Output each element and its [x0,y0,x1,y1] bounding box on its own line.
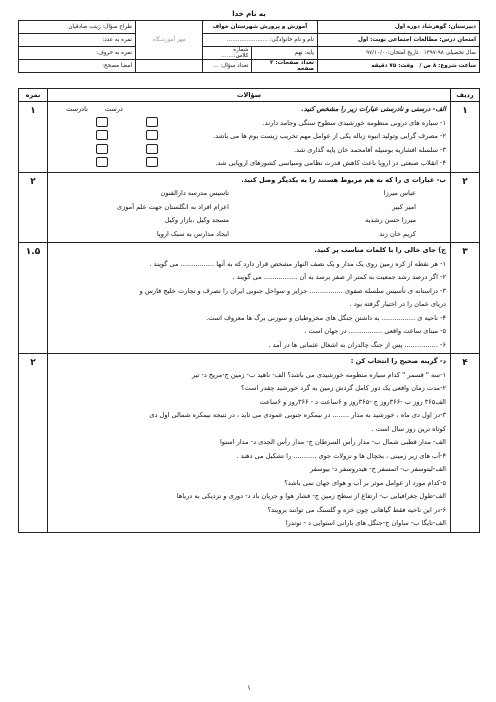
list-item: ۲-مدت زمان واقعی یک دور کامل گردش زمین به گرد خورشید چقدر است؟ [240,384,446,392]
false-checkbox[interactable] [146,144,158,154]
school-dept: آموزش و پرورش شهرستان خواف [203,21,318,34]
page-number: ۱ [247,684,251,692]
list-item: ۲- اگر درصد رشد جمعیت به کمتر از صفر برسد به آن ................ می گویند . [232,273,446,281]
match-left[interactable]: میرزا حسن رشدیه [365,216,416,224]
list-item: الف-تایگا ب- ساوان ج-جنگل های بارانی استوایی د - توندرا [285,519,446,527]
exam-course: امتحان درس: مطالعات اجتماعی نوبت: اول [318,34,480,47]
list-item: ۴- انقلاب صنعتی در اروپا باعث کاهش قدرت نظامی وسیاسی کشورهای اروپایی شد. [52,157,446,171]
row-number: ۳ [451,243,480,354]
question-count: تعداد سؤال: ... [203,60,252,73]
question-row-3 [19,243,480,354]
question-score: ۱ [19,102,48,173]
col-questions-header: سؤالات [48,89,451,102]
base-label: پایه: نهم [252,47,318,60]
question-heading: الف- درستی و نادرستی عبارات زیر را مشخص کنید. [301,105,446,113]
list-item: الف-طول جغرافیایی ب- ارتفاع از سطح زمین ج- فشار هوا و جریان باد د- دوری و نزدیکی به دریاها [176,492,446,500]
list-item: ۵- مبنای ساعت واقعی ................ در جهان است . [304,327,446,335]
true-checkbox[interactable] [96,130,108,140]
match-left[interactable]: امیر کبیر [392,202,416,211]
false-checkbox[interactable] [146,157,158,167]
true-checkbox[interactable] [96,157,108,167]
list-item: ۴- ناحیه ی ................ به داشتن جنگل های مخروطیان و سوزنی برگ ها معروف است. [206,313,446,322]
false-label: نادرست [66,105,88,113]
question-body [48,172,451,243]
match-left[interactable]: عباس میرزا [383,189,416,197]
list-item: ۲- مصرف گرایی وتولید انبوه زباله یکی از عوامل مهم تخریب زیست بوم ها می باشد. [52,130,446,144]
true-checkbox[interactable] [96,144,108,154]
designer-name: طراح سؤال: زینب صادقیان [19,21,136,34]
question-row-2 [19,172,480,243]
list-item: ۱-سه " قسمر " کدام سیاره منظومه خورشیدی می باشد؟ الف- ناهید ب- زمین ج-مریخ د- تیر [191,370,446,379]
col-row-header: ردیف [451,89,480,102]
question-row-1 [19,102,480,173]
list-item: دریای عمان را در اختیار گرفته بود . [349,300,446,308]
true-false-labels [52,103,123,117]
score-letters: نمره به حروف: [19,47,136,60]
start-time-box [318,60,480,73]
false-checkbox[interactable] [146,130,158,140]
true-label: درست [104,105,123,113]
question-body [48,243,451,354]
signature: امضا مصحح: [19,60,136,73]
list-item: ۳- دراستانه ی تأسیس سلسله صفوی ................ جزایر و سواحل جنوبی ایران را تصرف و تجارت خلیج فارس و [139,286,446,295]
exam-date: تاریخ امتحان:۹۷/۱۰/۰۰ [366,50,419,56]
row-number: ۱ [451,102,480,173]
exam-time: وقت: ۷۵ دقیقه [371,63,414,69]
questions-table [18,88,480,533]
true-checkbox[interactable] [96,117,108,127]
question-heading: د- گزینه صحیح را انتخاب کن : [350,357,446,365]
school-year-date [318,47,480,60]
list-item: ۵-کدام مورد از عوامل موثر بر آب و هوای جهان نمی باشد؟ [284,478,446,487]
school-year: سال تحصیلی ۹۸-۱۳۹۷ [423,50,476,56]
list-item: ۱- هر نقطه از کره زمین روی یک مدار و یک نصف النهار مشخص قرار دارد که به آنها ................ می گویند . [149,259,446,268]
matching-grid [52,187,446,241]
page-count: تعداد صفحات: ۲ صفحه [252,60,318,73]
question-row-4 [19,354,480,533]
list-item: ۱- سیاره های درونی منظومه خورشیدی سطوح سنگی وجامد دارند. [52,117,446,131]
list-item: ۳- سلسله افشاریه بوسیله آقامحمد خان پایه گذاری شد. [52,144,446,158]
row-number: ۴ [451,354,480,533]
question-heading: ج) جای خالی را با کلمات مناسب پر کنید. [314,246,446,254]
list-item: ۶-در این ناحیه فقط گیاهانی چون خزه و گلسنگ می توانند برویند؟ [267,505,446,514]
match-right[interactable]: مسجد وکیل ،بازار وکیل [164,216,229,224]
question-score: ۲ [19,354,48,533]
match-right[interactable]: ایجاد مدارس به سبک اروپا [156,229,229,238]
class-no: شماره کلاس:....... [203,47,252,60]
col-score-header: نمره [19,89,48,102]
false-checkbox[interactable] [146,117,158,127]
match-right[interactable]: اعزام افراد به انگلستان جهت علم آموزی [116,202,229,211]
page-top-title: به نام خدا [232,10,266,18]
row-number: ۲ [451,172,480,243]
question-score: ۱.۵ [19,243,48,354]
question-body [48,354,451,533]
start-time: ساعت شروع: ۸ ص / [419,63,476,69]
score-numeric: نمره به عدد: [19,34,136,47]
question-body [48,102,451,173]
school-name: دبیرستان: گوهرشاد دوره اول [318,21,480,34]
list-item: ۳-در اول دی ماه ، خورشید به مدار ........ در نیمکره جنوبی عمودی می تابد ، در نتیجه نیمکره شمالی اول دی [149,411,446,419]
list-item: ۴-آب های زیر زمینی ، یخچال ها و نزولات جوی ........... را تشکیل می دهند . [236,451,446,460]
exam-page [18,8,480,694]
match-right[interactable]: تاسیس مدرسه دارالفنون [160,189,229,197]
student-name: نام و نام خانوادگی: ....................... [203,34,318,47]
list-item: ۶- ................ پس از جنگ چالدران به اشغال عثمانی ها در آمد . [268,340,446,349]
list-item: الف-لیتوسفر ب- اتمسفر ج- هیدروسفر د- بیوسفر [310,465,446,473]
exam-header [18,20,480,73]
list-item: الف- مدار قطبی شمال ب- مدار رأس السرطان ج- مدار رأس الجدی د- مدار استوا [219,438,446,446]
list-item: کوتاه ترین روز سال است . [371,424,446,433]
question-score: ۲ [19,172,48,243]
question-heading: ب- عبارات ی را که به هم مربوط هستند را به یکدیگر وصل کنید. [241,175,446,184]
list-item: الف۳۶۵ روز ب -۳۶۶روز ج -۳۶۵روز و ۶ساعت د - ۳۶۶روز و ۶ساعت [259,397,446,406]
match-left[interactable]: کریم خان زند [379,229,416,238]
school-stamp: مهر آموزشگاه [136,21,203,60]
